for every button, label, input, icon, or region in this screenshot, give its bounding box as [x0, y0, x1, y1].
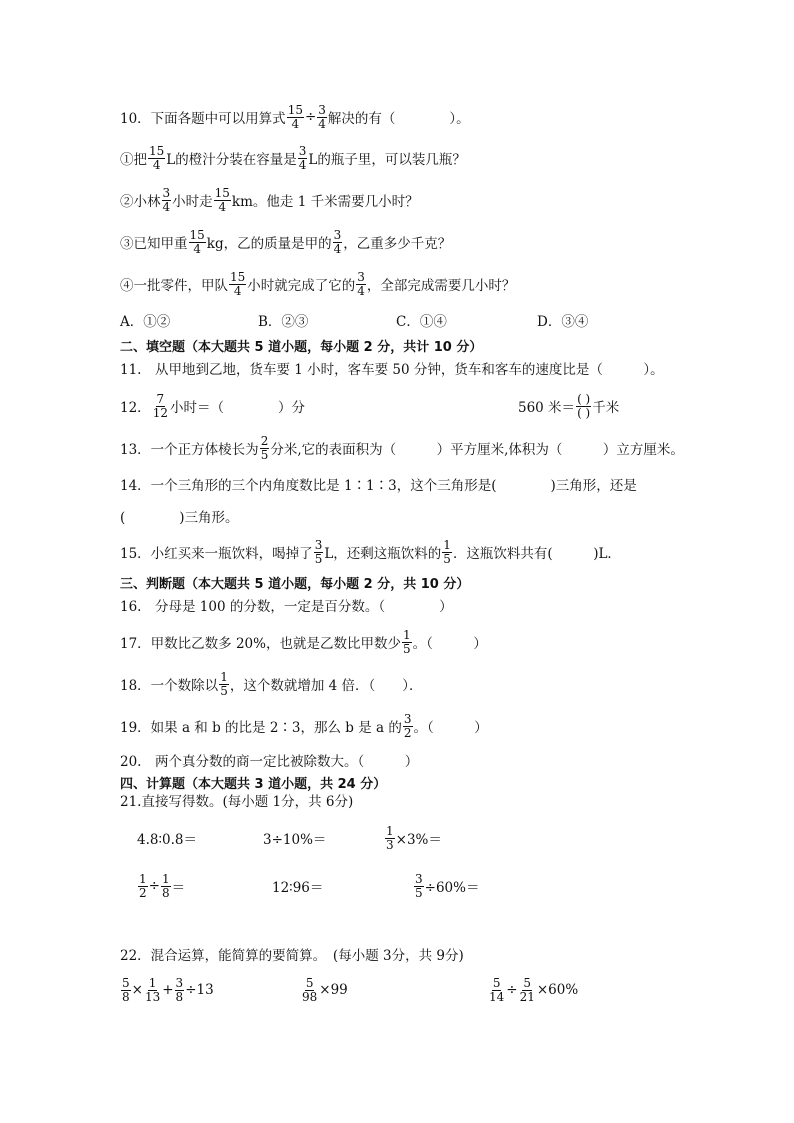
section-4-title: 四、计算题（本大题共 3 道小题，共 24 分）: [120, 776, 387, 792]
expr-2: $\frac{5}{98}$ ×99: [302, 975, 348, 1004]
fraction: $\frac{1}{8}$: [161, 871, 170, 900]
fraction: $\frac{3}{4}$: [298, 143, 307, 172]
fraction: $\frac{15}{4}$: [189, 227, 205, 256]
fraction: $\frac{3}{4}$: [318, 102, 326, 131]
choice-b: B．②③: [258, 314, 309, 330]
question-15: 15．小红买来一瓶饮料，喝掉了 $\frac{3}{5}$ L，还剩这瓶饮料的 $\frac{1}{5}$ ．这瓶饮料共有( )L．: [120, 537, 621, 566]
question-13: 13．一个正方体棱长为 $\frac{2}{5}$ 分米,它的表面积为（ ）平方厘米,体积为（ ）立方厘米。: [120, 433, 684, 462]
fraction: $\frac{3}{5}$: [314, 537, 323, 566]
question-22: 22．混合运算，能简算的要简算。 (每小题 3分，共 9分): [120, 948, 464, 964]
fraction: $\frac{3}{5}$: [415, 871, 423, 900]
fraction: $\frac{15}{4}$: [230, 269, 246, 298]
question-11: 11. 从甲地到乙地，货车要 1 小时，客车要 50 分钟，货车和客车的速度比是（ ）。: [120, 362, 664, 378]
section-2-title: 二、填空题（本大题共 5 道小题，每小题 2 分，共计 10 分）: [120, 339, 483, 355]
fraction-blank: $\frac{( )}{( )}$: [577, 391, 591, 420]
question-10: 10．下面各题中可以用算式 $\frac{15}{4}$ ÷ $\frac{3}{4}$ 解决的有（ ）。: [120, 102, 470, 131]
calc-2: 3÷10%＝: [263, 832, 327, 848]
option-3: ③已知甲重 $\frac{15}{4}$ kg，乙的质量是甲的 $\frac{3}{4}$ ，乙重多少千克？: [120, 227, 452, 256]
calc-3: $\frac{1}{3}$ ×3%＝: [386, 823, 442, 852]
question-14: 14．一个三角形的三个内角度数比是 1∶1∶3，这个三角形是( )三角形，还是: [120, 478, 637, 494]
choice-a: A．①②: [120, 314, 171, 330]
fraction: $\frac{15}{4}$: [214, 185, 230, 214]
fraction: $\frac{5}{98}$: [302, 975, 318, 1004]
calc-1: 4.8∶0.8＝: [137, 832, 197, 848]
question-19: 19．如果 a 和 b 的比是 2∶3，那么 b 是 a 的 $\frac{3}{2}$ 。（ ）: [120, 711, 488, 740]
fraction: $\frac{7}{12}$: [152, 391, 168, 420]
fraction: $\frac{15}{4}$: [287, 102, 303, 131]
question-17: 17．甲数比乙数多 20%，也就是乙数比甲数少 $\frac{1}{5}$ 。（ ）: [120, 627, 487, 656]
fraction: $\frac{2}{5}$: [260, 433, 269, 462]
section-3-title: 三、判断题（本大题共 5 道小题，每小题 2 分，共 10 分）: [120, 576, 470, 592]
calc-4: $\frac{1}{2}$ ÷ $\frac{1}{8}$ ＝: [139, 871, 186, 900]
fraction: $\frac{1}{5}$: [220, 669, 228, 698]
fraction: $\frac{1}{13}$: [144, 975, 161, 1004]
question-20: 20. 两个真分数的商一定比被除数大。（ ）: [120, 754, 419, 770]
expr-3: $\frac{5}{14}$ ÷ $\frac{5}{21}$ ×60%: [489, 975, 579, 1004]
question-16: 16. 分母是 100 的分数，一定是百分数。（ ）: [120, 599, 453, 615]
fraction: $\frac{5}{14}$: [489, 975, 505, 1004]
fraction: $\frac{15}{4}$: [149, 143, 165, 172]
option-2: ②小林 $\frac{3}{4}$ 小时走 $\frac{15}{4}$ km。他走 1 千米需要几小时？: [120, 185, 419, 214]
option-1: ①把 $\frac{15}{4}$ L的橙汁分装在容量是 $\frac{3}{4}$ L的瓶子里，可以装几瓶？: [120, 143, 466, 172]
fraction: $\frac{1}{3}$: [386, 823, 394, 852]
fraction: $\frac{1}{5}$: [443, 537, 451, 566]
question-12-part-2: 560 米＝ $\frac{( )}{( )}$ 千米: [518, 391, 620, 420]
question-18: 18．一个数除以 $\frac{1}{5}$ ，这个数就增加 4 倍．（ ）．: [120, 669, 423, 698]
calc-5: 12∶96＝: [272, 880, 324, 896]
fraction: $\frac{3}{4}$: [162, 185, 171, 214]
fraction: $\frac{3}{4}$: [333, 227, 342, 256]
choice-d: D．③④: [537, 314, 589, 330]
fraction: $\frac{5}{21}$: [519, 975, 535, 1004]
calc-6: $\frac{3}{5}$ ÷60%＝: [415, 871, 480, 900]
question-21: 21.直接写得数。(每小题 1分，共 6分): [120, 794, 354, 810]
expr-1: $\frac{5}{8}$ × $\frac{1}{13}$ + $\frac{3}{8}$ ÷13: [122, 975, 214, 1004]
fraction: $\frac{3}{2}$: [403, 711, 412, 740]
option-4: ④一批零件，甲队 $\frac{15}{4}$ 小时就完成了它的 $\frac{3}{4}$ ，全部完成需要几小时？: [120, 269, 516, 298]
fraction: $\frac{3}{4}$: [357, 269, 365, 298]
question-14-continued: ( )三角形。: [120, 510, 239, 526]
question-10-text: 10．下面各题中可以用算式: [120, 111, 286, 127]
fraction: $\frac{3}{8}$: [175, 975, 184, 1004]
choice-c: C．①④: [396, 314, 447, 330]
fraction: $\frac{1}{5}$: [402, 627, 411, 656]
fraction: $\frac{5}{8}$: [122, 975, 130, 1004]
question-12: 12． $\frac{7}{12}$ 小时＝（ ）分: [120, 391, 305, 420]
fraction: $\frac{1}{2}$: [139, 871, 147, 900]
